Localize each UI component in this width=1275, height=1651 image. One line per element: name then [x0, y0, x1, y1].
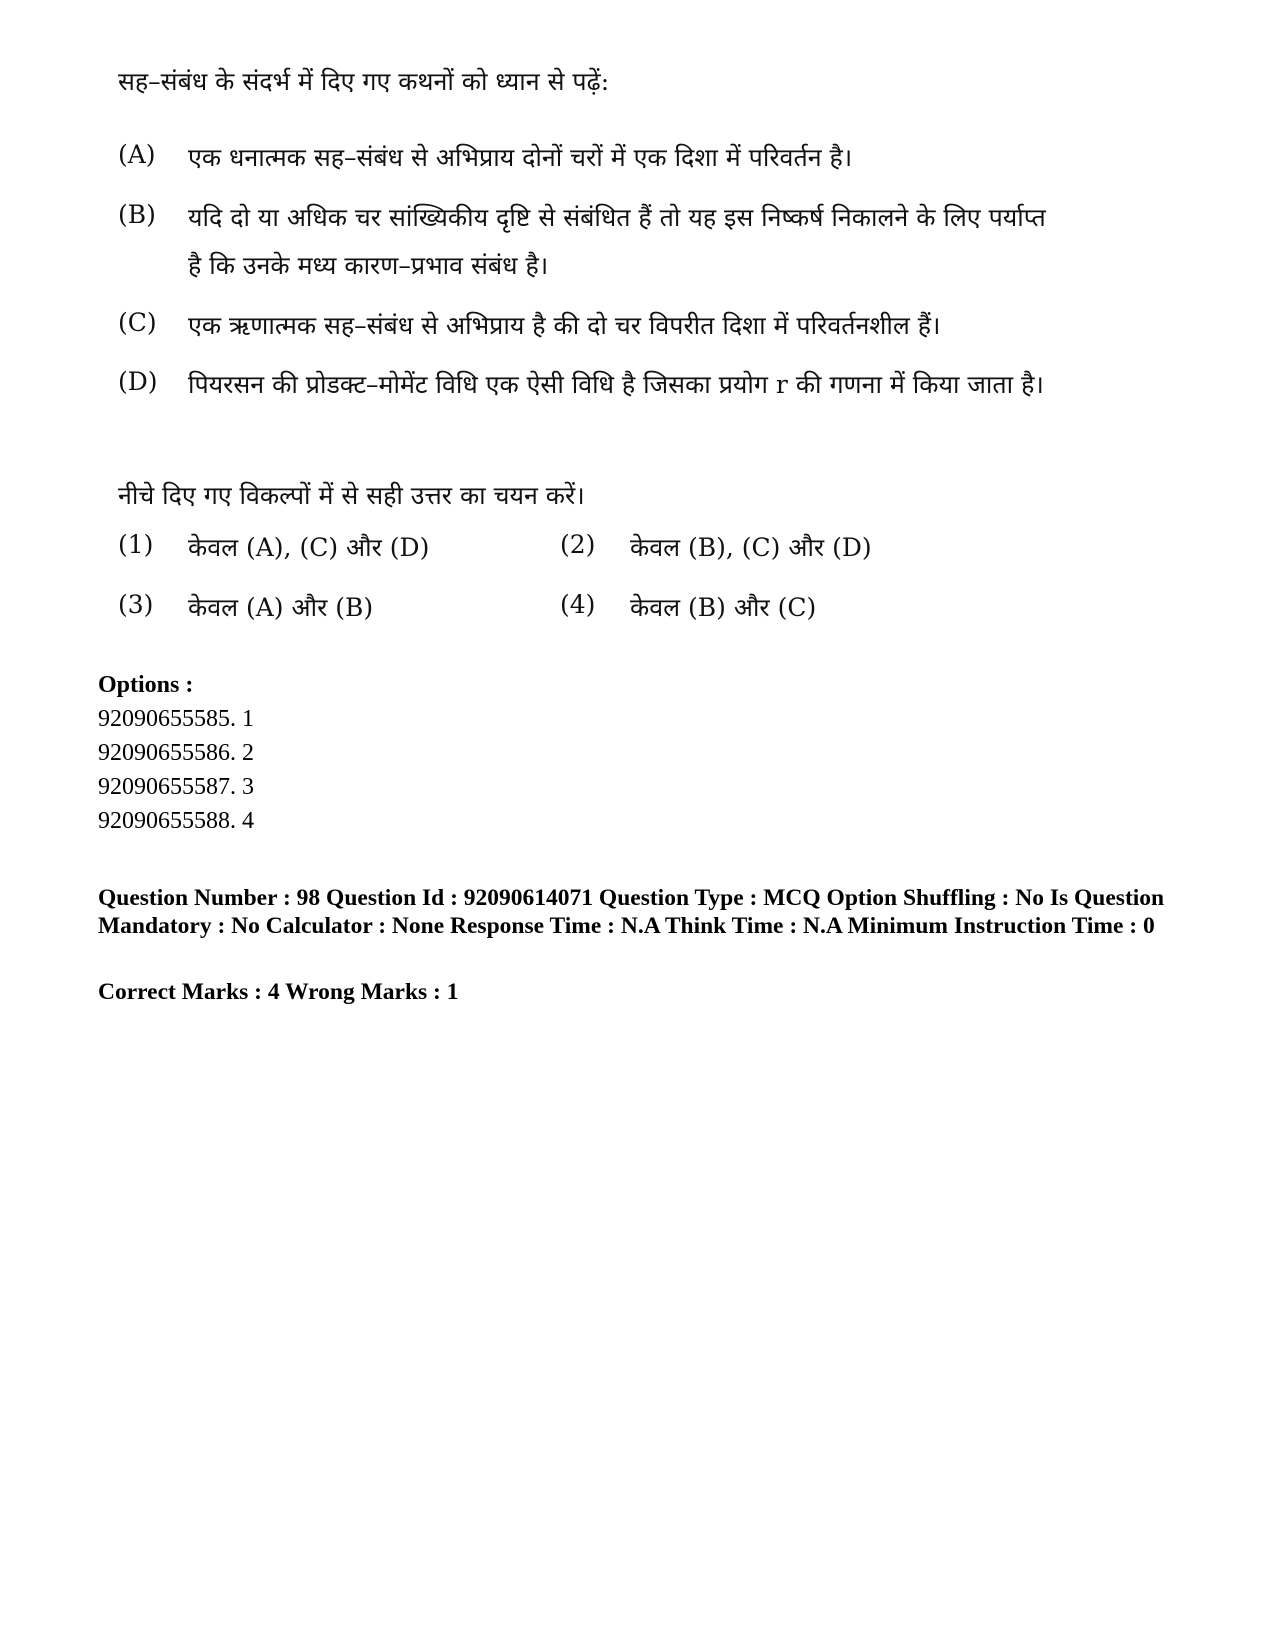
choice-3-text: केवल (A) और (B)	[188, 593, 374, 622]
statement-b-text-line1: यदि दो या अधिक चर सांख्यिकीय दृष्टि से संबंधित हैं तो यह इस निष्कर्ष निकालने के लिए पर्याप्त	[188, 203, 1046, 232]
marks-info: Correct Marks : 4 Wrong Marks : 1	[98, 979, 459, 1005]
choice-4-number: (4)	[560, 590, 596, 619]
choice-1-number: (1)	[118, 530, 154, 559]
option-row-2: 92090655586. 2	[98, 740, 254, 766]
choice-4-text: केवल (B) और (C)	[630, 593, 817, 622]
statement-d-label: (D)	[118, 367, 158, 396]
statement-c-label: (C)	[118, 308, 157, 337]
statement-c-text: एक ऋणात्मक सह–संबंध से अभिप्राय है की दो चर विपरीत दिशा में परिवर्तनशील हैं।	[188, 311, 941, 340]
statement-a-label: (A)	[118, 140, 156, 169]
statement-d-text: पियरसन की प्रोडक्ट–मोमेंट विधि एक ऐसी विधि है जिसका प्रयोग r की गणना में किया जाता है।	[188, 370, 1044, 399]
options-heading: Options :	[98, 672, 194, 698]
question-image	[0, 0, 1275, 660]
statement-a-text: एक धनात्मक सह–संबंध से अभिप्राय दोनों चरों में एक दिशा में परिवर्तन है।	[188, 143, 853, 172]
option-row-1: 92090655585. 1	[98, 706, 254, 732]
statement-b-text-line2: है कि उनके मध्य कारण–प्रभाव संबंध है।	[188, 251, 549, 280]
choice-1-text: केवल (A), (C) और (D)	[188, 533, 430, 562]
option-row-4: 92090655588. 4	[98, 808, 254, 834]
choice-2-number: (2)	[560, 530, 596, 559]
question-intro: सह–संबंध के संदर्भ में दिए गए कथनों को ध्यान से पढ़ें:	[118, 67, 610, 96]
question-instruction: नीचे दिए गए विकल्पों में से सही उत्तर का चयन करें।	[118, 481, 585, 510]
choice-3-number: (3)	[118, 590, 154, 619]
option-row-3: 92090655587. 3	[98, 774, 254, 800]
question-info: Question Number : 98 Question Id : 92090614071 Question Type : MCQ Option Shuffling : No Is Question Mandatory : No Calculator : None Response Time : N.A Think Time : N.A Minimum Instruction Time : 0	[98, 885, 1165, 939]
statement-b-label: (B)	[118, 200, 156, 229]
choice-2-text: केवल (B), (C) और (D)	[630, 533, 872, 562]
